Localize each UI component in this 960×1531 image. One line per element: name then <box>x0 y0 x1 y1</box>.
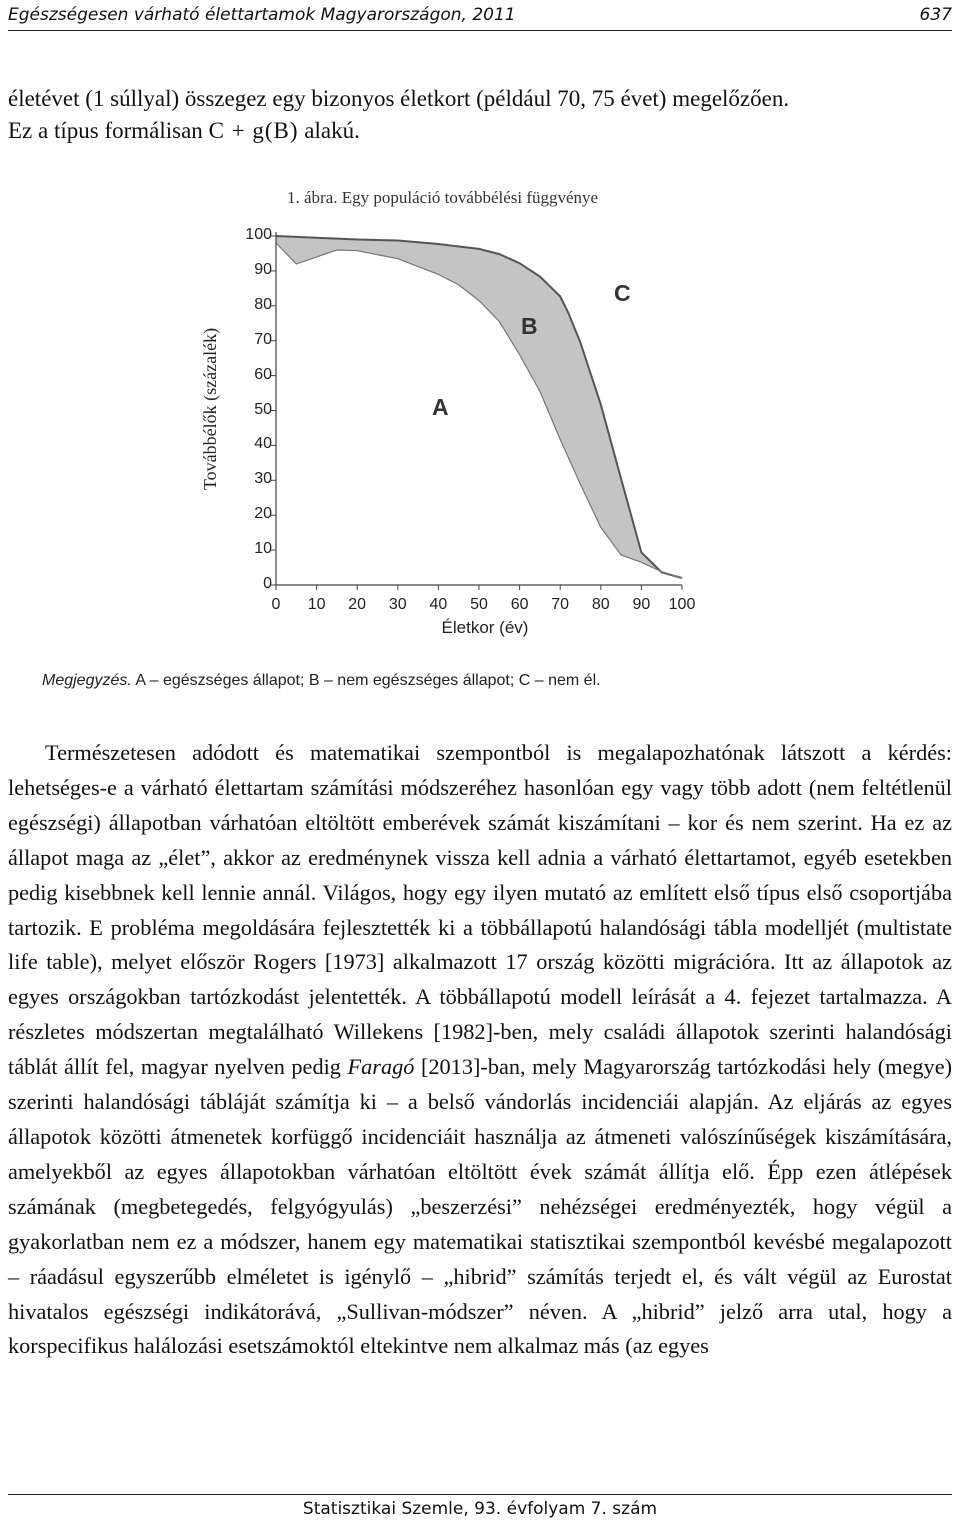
intro-line-1: életévet (1 súllyal) összegez egy bizonyos életkort (például 70, 75 évet) megelőzően. <box>8 86 790 111</box>
y-tick-label: 10 <box>254 540 272 558</box>
region-label-b: B <box>521 313 538 339</box>
author-faragó: Faragó <box>347 1054 415 1080</box>
region-label-a: A <box>432 394 449 420</box>
x-tick-label: 100 <box>668 596 696 613</box>
x-tick-label: 10 <box>307 596 326 613</box>
y-tick-label: 60 <box>254 365 272 383</box>
y-tick-label: 90 <box>254 260 272 278</box>
body-text-part-2: [2013]-ban, mely Magyarország tartózkodási hely (megye) szerinti halandósági tábláját számítja ki – a belső vándorlás incidenciái alapján. Az eljárás az egyes állapotok közötti átmenetek korfüggő incidenciáit használja az átmeneti valószínűségek kiszámítására, amelyekből az egyes állapotokban várhatóan eltöltött évek számát állítja elő. Épp ezen átlépések számának (megbetegedés, felgyógyulás) „beszerzési” nehézségei eredményezték, hogy végül a gyakorlatban nem ez a módszer, hanem egy matematikai statisztikai szempontból kevésbé megalapozott – ráadásul egyszerűbb elméletet is igénylő – „hibrid” számítás terjedt el, és vált végül az Eurostat hivatalos egészségi indikátorává, „Sullivan-módszer” néven. A „hibrid” jelző arra utal, hogy a korspecifikus halálozási esetszámoktól eltekintve nem alkalmaz más (az egyes <box>8 1054 953 1359</box>
y-tick-label: 0 <box>263 575 272 592</box>
y-tick-label: 100 <box>245 226 272 243</box>
x-tick-label: 0 <box>271 596 281 613</box>
y-tick-label: 20 <box>254 505 272 523</box>
page-number: 637 <box>919 5 952 25</box>
y-tick-label: 50 <box>254 400 272 418</box>
x-tick-label: 70 <box>551 596 570 613</box>
formula: C + g(B) <box>208 118 299 143</box>
body-paragraph <box>8 736 952 1364</box>
x-tick-label: 40 <box>429 596 448 613</box>
x-tick-label: 20 <box>348 596 367 613</box>
intro-line-2-suffix: alakú. <box>304 118 360 143</box>
x-tick-label: 60 <box>510 596 529 613</box>
body-text <box>8 736 952 1364</box>
figure-note <box>42 672 601 690</box>
intro-line-2-prefix: Ez a típus formálisan <box>8 118 203 143</box>
region-label-c: C <box>614 280 631 306</box>
figure-note-text: A – egészséges állapot; B – nem egészséges állapot; C – nem él. <box>135 672 601 689</box>
body-text-part-1: Természetesen adódott és matematikai szempontból is megalapozhatónak látszott a kérdés: lehetséges-e a várható élettartam számítási módszeréhez hasonlóan egy vagy több adott (nem feltétlenül egészségi) állapotban várhatóan eltöltött emberévek számát kiszámítani – kor és nem szerint. Ha ez az állapot maga az „élet”, akkor az eredménynek vissza kell adnia a várható élettartamot, egyéb esetekben pedig kisebbnek kell lennie annál. Világos, hogy egy ilyen mutató az említett első típus első csoportjába tartozik. E probléma megoldására fejlesztették ki a többállapotú halandósági tábla modelljét (multistate life table), melyet először Rogers [1973] alkalmazott 17 ország közötti migrációra. Itt az állapotok az egyes országokban tartózkodást jelentették. A többállapotú modell leírását a 4. fejezet tartalmazza. A részletes módszertan megtalálható Willekens [1982]-ben, mely családi állapotok szerinti halandósági táblát állít fel, magyar nyelven pedig <box>8 740 952 1080</box>
x-tick-label: 90 <box>632 596 651 613</box>
x-tick-label: 80 <box>591 596 610 613</box>
x-tick-label: 30 <box>388 596 407 613</box>
figure-note-label: Megjegyzés. <box>42 672 132 689</box>
y-axis-title: Továbbélők (százalék) <box>200 327 220 491</box>
survival-chart <box>0 0 960 700</box>
x-axis-title: Életkor (év) <box>441 618 529 637</box>
running-footer <box>8 1494 952 1531</box>
y-tick-label: 70 <box>254 330 272 348</box>
x-tick-label: 50 <box>470 596 488 613</box>
y-tick-label: 30 <box>254 470 272 488</box>
y-tick-label: 80 <box>254 295 272 313</box>
y-tick-label: 40 <box>254 435 272 453</box>
footer-text: Statisztikai Szemle, 93. évfolyam 7. szám <box>302 1499 658 1519</box>
figure-caption: 1. ábra. Egy populáció továbbélési függvénye <box>287 188 599 207</box>
header-title: Egészségesen várható élettartamok Magyarországon, 2011 <box>8 5 516 25</box>
